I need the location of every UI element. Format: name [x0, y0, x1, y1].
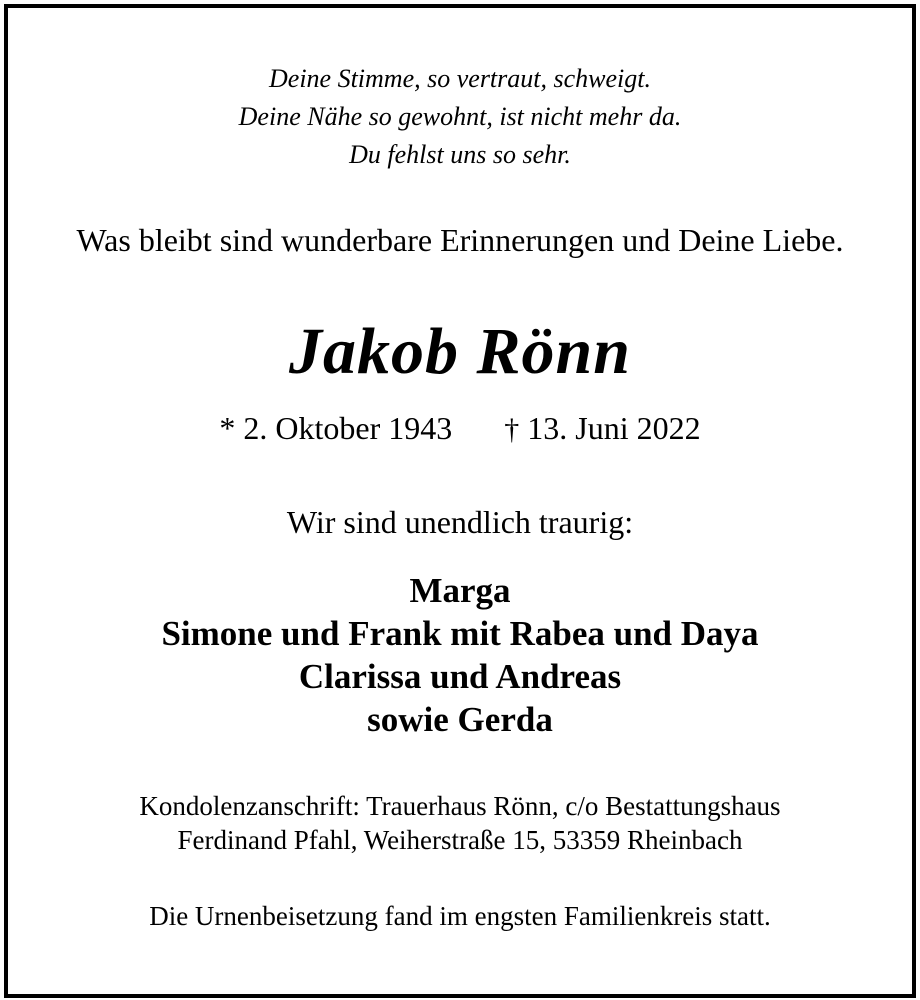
obituary-notice [4, 4, 916, 998]
life-dates [8, 408, 912, 450]
legacy-line: Was bleibt sind wunderbare Erinnerungen und Deine Liebe. [76, 222, 844, 258]
deceased-name: Jakob Rönn [289, 315, 631, 388]
family-member-line: Clarissa und Andreas [298, 657, 622, 696]
family-member-line: sowie Gerda [367, 700, 553, 739]
death-date: 13. Juni 2022 [527, 410, 701, 446]
family-member-line: Simone und Frank mit Rabea und Daya [161, 614, 759, 653]
birth-date: * 2. Oktober 1943 [219, 410, 453, 446]
condolence-address-line-2: Ferdinand Pfahl, Weiherstraße 15, 53359 Rheinbach [177, 825, 743, 855]
family-member-line: Marga [409, 571, 511, 610]
cross-icon: † [504, 413, 520, 446]
poem-line-1: Deine Stimme, so vertraut, schweigt. [269, 64, 651, 93]
poem-line-2: Deine Nähe so gewohnt, ist nicht mehr da. [238, 102, 682, 131]
mourning-line: Wir sind unendlich traurig: [286, 504, 634, 540]
poem-line-3: Du fehlst uns so sehr. [349, 140, 571, 169]
condolence-address-line-1: Kondolenzanschrift: Trauerhaus Rönn, c/o Bestattungshaus [139, 791, 781, 821]
burial-note: Die Urnenbeisetzung fand im engsten Familienkreis statt. [149, 901, 771, 931]
